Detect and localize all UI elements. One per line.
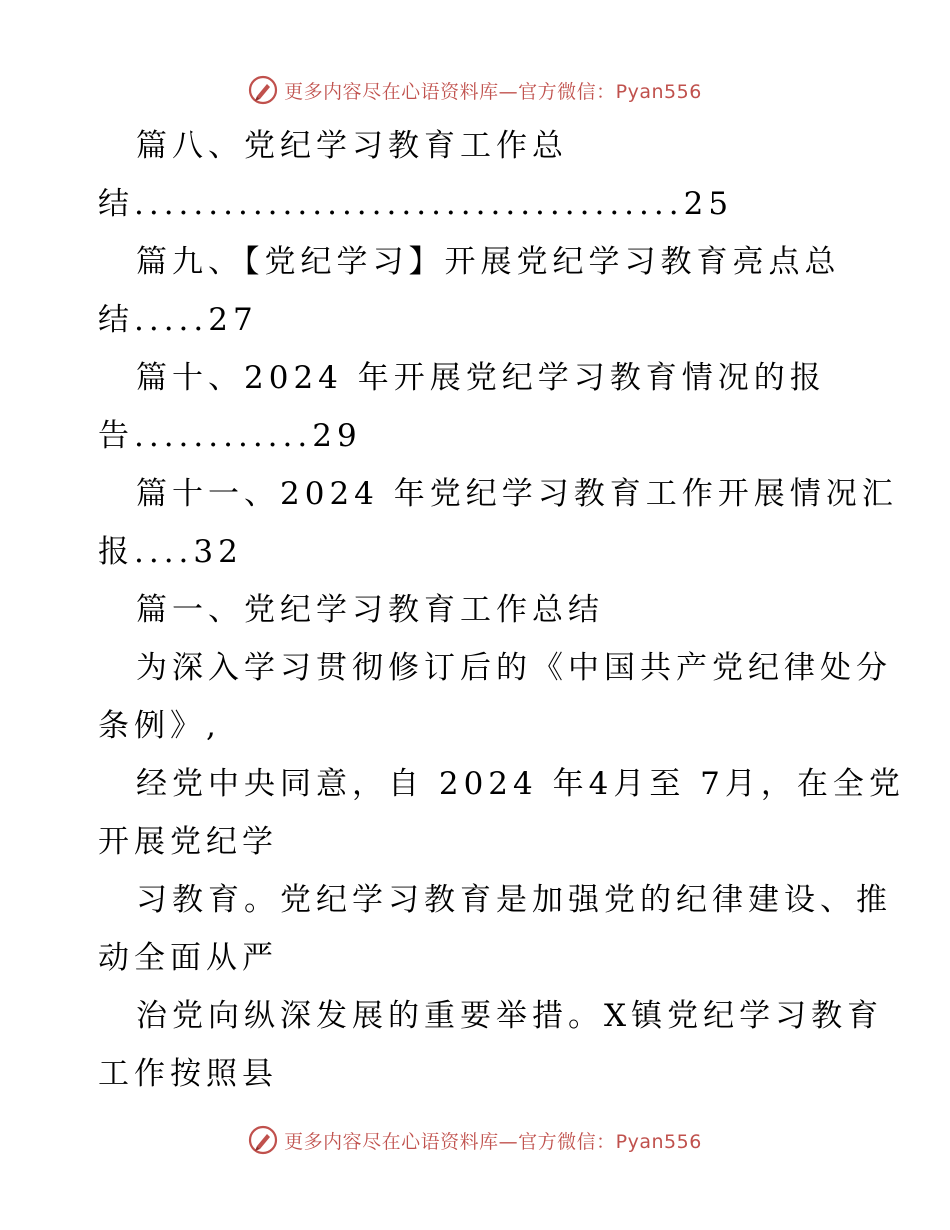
header-banner-text: 更多内容尽在心语资料库—官方微信：Pyan556 — [284, 80, 702, 103]
toc-entry-title: 篇十、2024 年开展党纪学习教育情况的报 — [136, 360, 826, 396]
header-banner — [0, 70, 950, 110]
section-heading: 篇一、党纪学习教育工作总结 — [136, 592, 604, 628]
pen-logo-icon — [248, 75, 278, 105]
paragraph-line: 动全面从严 — [98, 940, 278, 976]
paragraph-line: 开展党纪学 — [98, 824, 278, 860]
toc-entry-title: 篇十一、2024 年党纪学习教育工作开展情况汇 — [136, 476, 898, 512]
footer-banner — [0, 1120, 950, 1160]
toc-entry-page: 结.....................................25 — [98, 186, 734, 222]
paragraph-line: 工作按照县 — [98, 1056, 278, 1092]
pen-logo-icon — [248, 1125, 278, 1155]
paragraph-line: 习教育。党纪学习教育是加强党的纪律建设、推 — [136, 882, 892, 918]
toc-entry-title: 篇九、【党纪学习】开展党纪学习教育亮点总 — [136, 244, 841, 280]
toc-entry-page: 报....32 — [98, 534, 243, 570]
footer-banner-text: 更多内容尽在心语资料库—官方微信：Pyan556 — [284, 1130, 702, 1153]
toc-entry-page: 告............29 — [98, 418, 362, 454]
paragraph-line: 为深入学习贯彻修订后的《中国共产党纪律处分 — [136, 650, 892, 686]
paragraph-line: 经党中央同意，自 2024 年4月至 7月，在全党 — [136, 766, 905, 802]
toc-entry-page: 结.....27 — [98, 302, 258, 338]
paragraph-line: 治党向纵深发展的重要举措。X镇党纪学习教育 — [136, 998, 884, 1034]
paragraph-line: 条例》, — [98, 708, 221, 744]
toc-entry-title: 篇八、党纪学习教育工作总 — [136, 128, 568, 164]
